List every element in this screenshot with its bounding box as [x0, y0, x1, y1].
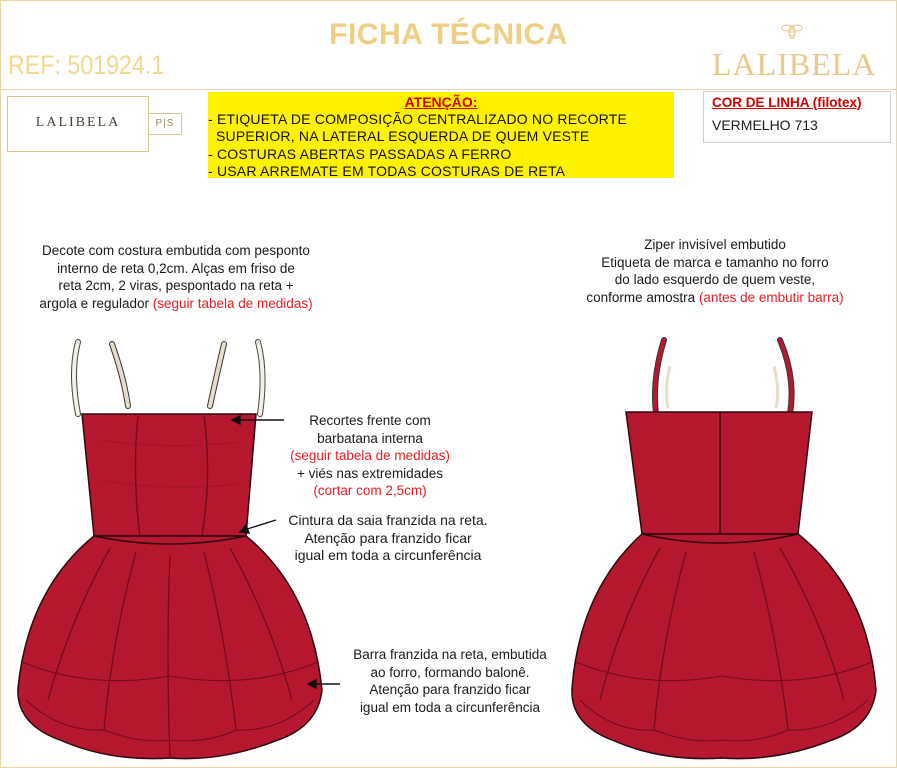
note-line: Barra franzida na reta, embutida: [353, 647, 547, 662]
attention-line: SUPERIOR, NA LATERAL ESQUERDA DE QUEM VESTE: [216, 128, 590, 144]
note-line: interno de reta 0,2cm. Alças em friso de: [57, 260, 295, 276]
attention-title: ATENÇÃO:: [404, 94, 478, 110]
attention-line: - ETIQUETA DE COMPOSIÇÃO CENTRALIZADO NO RECORTE: [208, 111, 628, 127]
note-line: conforme amostra: [586, 289, 699, 305]
note-line: Etiqueta de marca e tamanho no forro: [601, 254, 829, 270]
note-line: Ziper invisível embutido: [644, 237, 786, 252]
waist-arrow: [244, 520, 276, 530]
note-line: argola e regulador: [39, 295, 153, 311]
note-line: reta 2cm, 2 viras, pespontado na reta +: [58, 278, 294, 293]
note-line: + viés nas extremidades: [297, 465, 443, 481]
logo-text: LALIBELA: [35, 115, 121, 130]
note-line: Recortes frente com: [309, 413, 431, 428]
note-line: ao forro, formando balonê.: [370, 664, 530, 680]
thread-color-title: COR DE LINHA (filotex): [712, 95, 862, 110]
note-highlight: (seguir tabela de medidas): [290, 448, 450, 463]
note-line: Decote com costura embutida com pesponto: [42, 243, 310, 258]
note-line: Atenção para franzido ficar: [369, 682, 531, 697]
back-bodice: [626, 412, 812, 534]
attention-line: - COSTURAS ABERTAS PASSADAS A FERRO: [208, 146, 512, 162]
brand-wordmark: LALIBELA: [712, 46, 877, 82]
front-dress: [18, 342, 322, 759]
back-dress: [572, 340, 876, 759]
note-highlight: (cortar com 2,5cm): [313, 483, 427, 498]
note-highlight: (antes de embutir barra): [698, 289, 844, 305]
size-range: P|S: [148, 113, 182, 135]
note-line: Cintura da saia franzida na reta.: [288, 512, 488, 528]
note-highlight: (seguir tabela de medidas): [152, 295, 313, 311]
note-line: do lado esquerdo de quem veste,: [614, 272, 816, 287]
note-line: Atenção para franzido ficar: [304, 529, 472, 546]
note-line: igual em toda a circunferência: [294, 547, 482, 563]
front-bodice: [82, 414, 256, 536]
reference-code: REF: 501924.1: [8, 50, 165, 80]
note-line: igual em toda a circunferência: [359, 699, 541, 715]
thread-color-value: VERMELHO 713: [712, 117, 818, 133]
sheet-title: FICHA TÉCNICA: [329, 18, 568, 51]
note-line: barbatana interna: [317, 430, 423, 446]
attention-line: - USAR ARREMATE EM TODAS COSTURAS DE RETA: [208, 163, 566, 179]
